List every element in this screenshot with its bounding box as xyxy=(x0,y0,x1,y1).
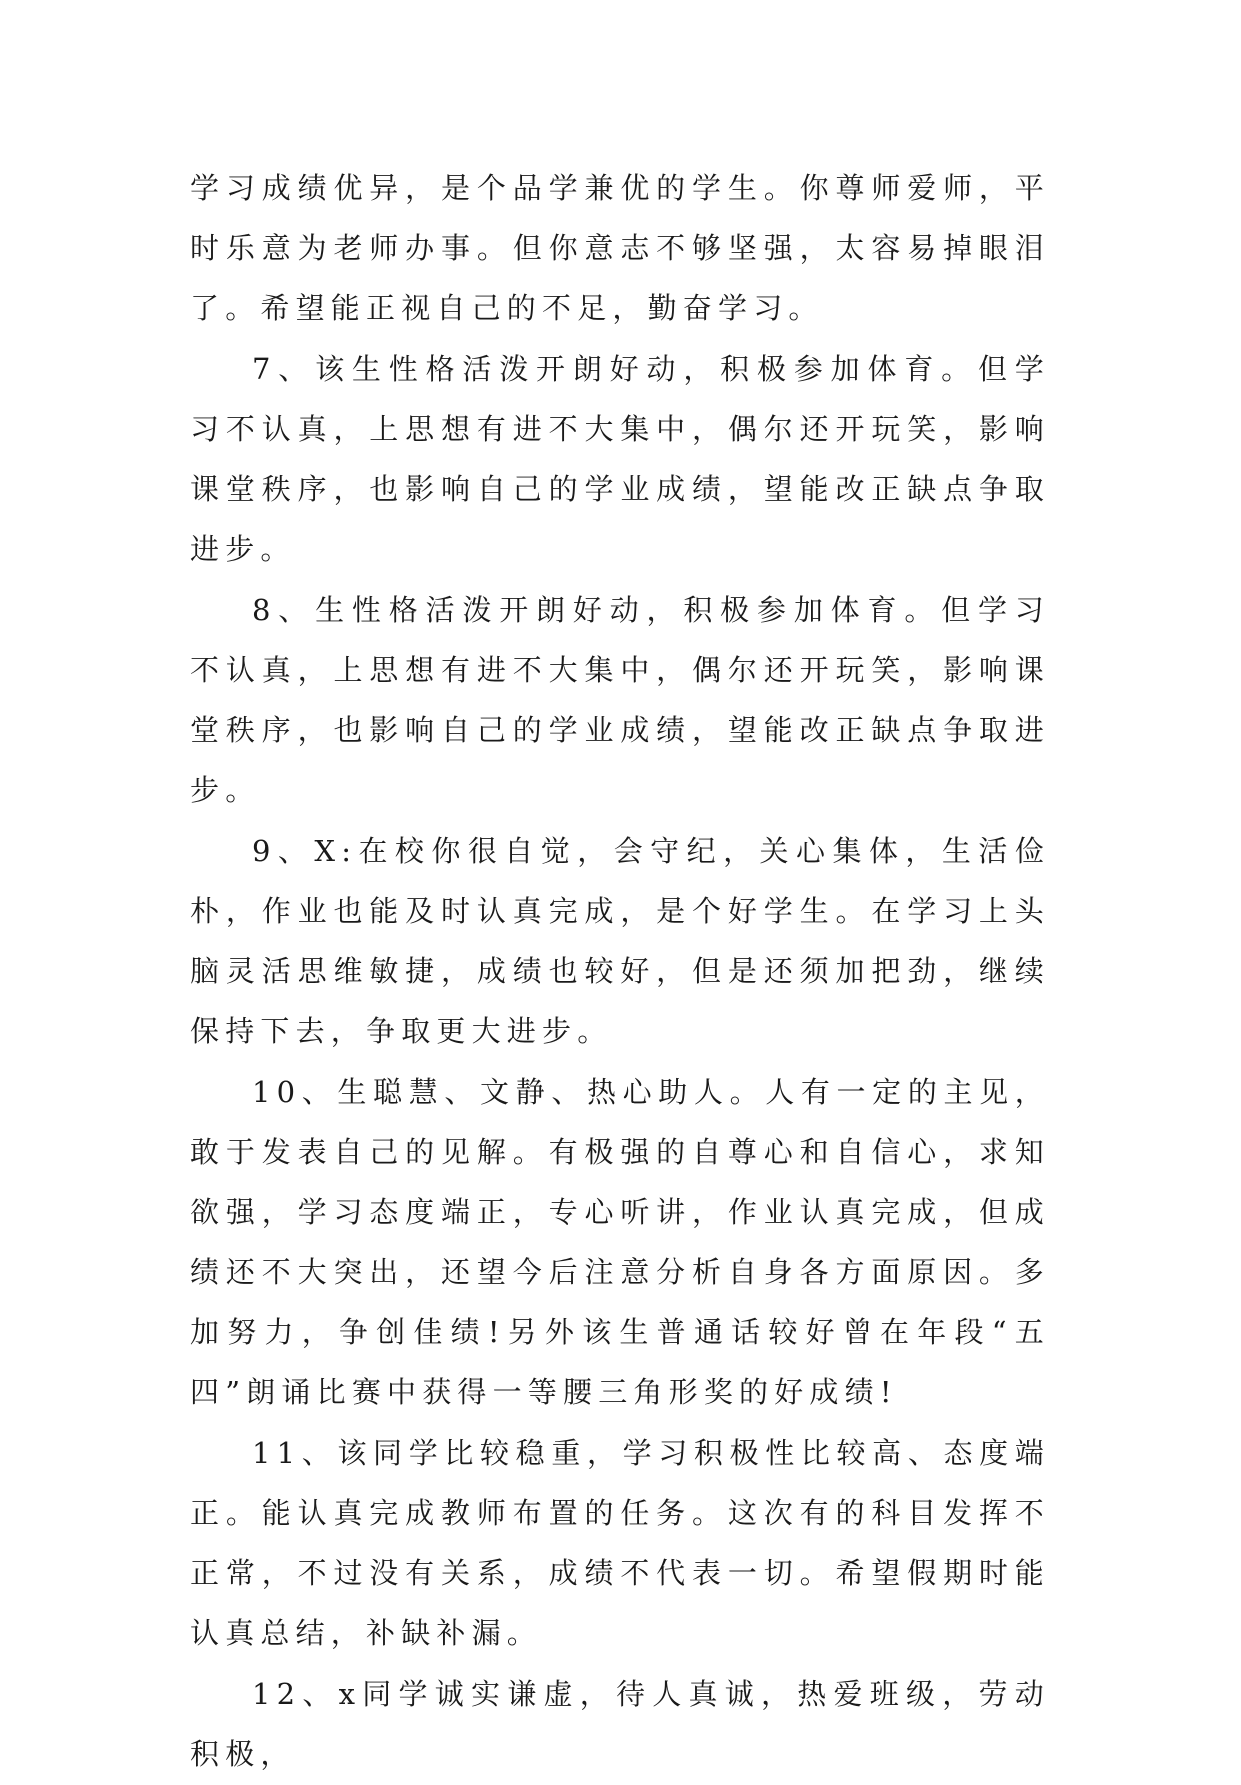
paragraph-comment-7: 7、该生性格活泼开朗好动，积极参加体育。但学习不认真，上思想有进不大集中，偶尔还开玩笑，影响课堂秩序，也影响自己的学业成绩，望能改正缺点争取进步。 xyxy=(190,352,1050,566)
paragraph-comment-8: 8、生性格活泼开朗好动，积极参加体育。但学习不认真，上思想有进不大集中，偶尔还开玩笑，影响课堂秩序，也影响自己的学业成绩，望能改正缺点争取进步。 xyxy=(190,593,1050,807)
document-body xyxy=(190,158,1050,1785)
paragraph-comment-12: 12、x同学诚实谦虚，待人真诚，热爱班级，劳动积极， xyxy=(190,1677,1050,1771)
paragraph-comment-11: 11、该同学比较稳重，学习积极性比较高、态度端正。能认真完成教师布置的任务。这次有的科目发挥不正常，不过没有关系，成绩不代表一切。希望假期时能认真总结，补缺补漏。 xyxy=(190,1436,1050,1650)
paragraph-comment-9: 9、X:在校你很自觉，会守纪，关心集体，生活俭朴，作业也能及时认真完成，是个好学生。在学习上头脑灵活思维敏捷，成绩也较好，但是还须加把劲，继续保持下去，争取更大进步。 xyxy=(190,834,1050,1048)
paragraph-comment-10: 10、生聪慧、文静、热心助人。人有一定的主见，敢于发表自己的见解。有极强的自尊心和自信心，求知欲强，学习态度端正，专心听讲，作业认真完成，但成绩还不大突出，还望今后注意分析自身各方面原因。多加努力，争创佳绩!另外该生普通话较好曾在年段“五四”朗诵比赛中获得一等腰三角形奖的好成绩! xyxy=(190,1075,1050,1409)
paragraph-continuation: 学习成绩优异，是个品学兼优的学生。你尊师爱师，平时乐意为老师办事。但你意志不够坚强，太容易掉眼泪了。希望能正视自己的不足，勤奋学习。 xyxy=(190,171,1050,325)
